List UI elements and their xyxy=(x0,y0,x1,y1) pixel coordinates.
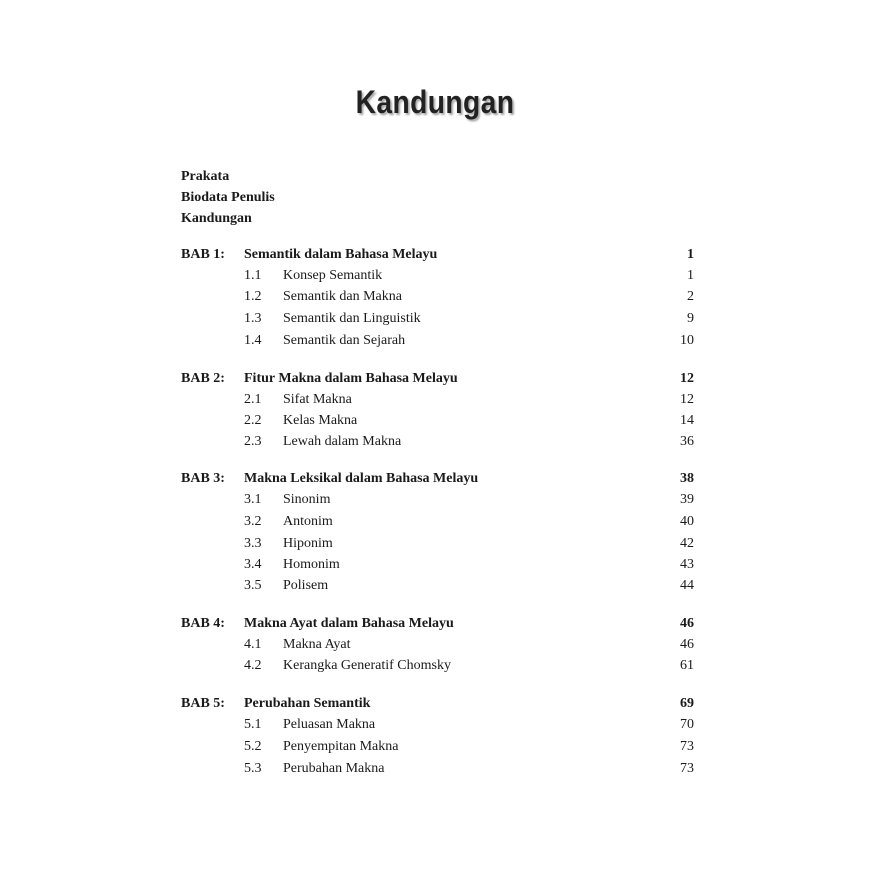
chapter-title: Makna Ayat dalam Bahasa Melayu xyxy=(244,616,454,631)
front-matter-item[interactable]: Biodata Penulis xyxy=(181,190,275,205)
section-title: Semantik dan Sejarah xyxy=(283,333,406,348)
section-page: 1 xyxy=(687,268,694,283)
toc-section[interactable] xyxy=(0,390,870,410)
section-page: 42 xyxy=(680,536,694,551)
page-title: Kandungan xyxy=(355,84,515,120)
toc-section[interactable] xyxy=(0,635,870,655)
section-title: Kelas Makna xyxy=(283,413,358,428)
section-page: 73 xyxy=(680,739,694,754)
section-page: 46 xyxy=(680,637,694,652)
section-title: Hiponim xyxy=(283,536,333,551)
chapter-page: 69 xyxy=(680,696,694,711)
toc-section[interactable] xyxy=(0,432,870,452)
chapter-label: BAB 4: xyxy=(181,616,225,631)
toc-section[interactable] xyxy=(0,576,870,596)
section-number: 1.3 xyxy=(244,311,262,326)
section-page: 40 xyxy=(680,514,694,529)
chapter-label: BAB 5: xyxy=(181,696,225,711)
section-title: Lewah dalam Makna xyxy=(283,434,402,449)
section-page: 44 xyxy=(680,578,694,593)
section-number: 1.2 xyxy=(244,289,262,304)
section-number: 2.3 xyxy=(244,434,262,449)
section-page: 70 xyxy=(680,717,694,732)
section-page: 61 xyxy=(680,658,694,673)
section-title: Penyempitan Makna xyxy=(283,739,399,754)
section-title: Antonim xyxy=(283,514,333,529)
section-number: 2.1 xyxy=(244,392,262,407)
section-number: 4.2 xyxy=(244,658,262,673)
section-title: Kerangka Generatif Chomsky xyxy=(283,658,451,673)
section-title: Polisem xyxy=(283,578,329,593)
section-title: Homonim xyxy=(283,557,340,572)
section-number: 2.2 xyxy=(244,413,262,428)
section-number: 3.3 xyxy=(244,536,262,551)
section-title: Sinonim xyxy=(283,492,331,507)
chapter-label: BAB 3: xyxy=(181,471,225,486)
section-title: Semantik dan Linguistik xyxy=(283,311,421,326)
section-page: 14 xyxy=(680,413,694,428)
section-page: 39 xyxy=(680,492,694,507)
toc-chapter-4[interactable] xyxy=(0,614,870,634)
toc-chapter-2[interactable] xyxy=(0,369,870,389)
toc-section[interactable] xyxy=(0,266,870,286)
section-title: Peluasan Makna xyxy=(283,717,376,732)
chapter-label: BAB 2: xyxy=(181,371,225,386)
section-title: Konsep Semantik xyxy=(283,268,383,283)
chapter-title: Fitur Makna dalam Bahasa Melayu xyxy=(244,371,458,386)
chapter-title: Semantik dalam Bahasa Melayu xyxy=(244,247,438,262)
section-page: 73 xyxy=(680,761,694,776)
section-number: 3.4 xyxy=(244,557,262,572)
toc-section[interactable] xyxy=(0,331,870,351)
toc-section[interactable] xyxy=(0,411,870,431)
toc-chapter-5[interactable] xyxy=(0,694,870,714)
section-title: Sifat Makna xyxy=(283,392,352,407)
section-page: 2 xyxy=(687,289,694,304)
toc-section[interactable] xyxy=(0,656,870,676)
section-page: 12 xyxy=(680,392,694,407)
section-title: Semantik dan Makna xyxy=(283,289,402,304)
section-number: 5.3 xyxy=(244,761,262,776)
section-number: 5.2 xyxy=(244,739,262,754)
chapter-title: Makna Leksikal dalam Bahasa Melayu xyxy=(244,471,479,486)
toc-section[interactable] xyxy=(0,287,870,307)
toc-section[interactable] xyxy=(0,534,870,554)
toc-section[interactable] xyxy=(0,715,870,735)
toc-section[interactable] xyxy=(0,737,870,757)
chapter-page: 46 xyxy=(680,616,694,631)
toc-chapter-1[interactable] xyxy=(0,245,870,265)
section-page: 9 xyxy=(687,311,694,326)
section-number: 3.2 xyxy=(244,514,262,529)
section-page: 10 xyxy=(680,333,694,348)
toc-section[interactable] xyxy=(0,309,870,329)
toc-chapter-3[interactable] xyxy=(0,469,870,489)
toc-section[interactable] xyxy=(0,555,870,575)
section-number: 1.4 xyxy=(244,333,262,348)
section-page: 43 xyxy=(680,557,694,572)
toc-section[interactable] xyxy=(0,759,870,779)
section-number: 3.1 xyxy=(244,492,262,507)
toc-section[interactable] xyxy=(0,512,870,532)
front-matter-item[interactable]: Prakata xyxy=(181,169,230,184)
section-page: 36 xyxy=(680,434,694,449)
section-title: Makna Ayat xyxy=(283,637,351,652)
section-number: 1.1 xyxy=(244,268,262,283)
chapter-title: Perubahan Semantik xyxy=(244,696,371,711)
front-matter-item[interactable]: Kandungan xyxy=(181,211,252,226)
section-title: Perubahan Makna xyxy=(283,761,385,776)
chapter-label: BAB 1: xyxy=(181,247,225,262)
section-number: 3.5 xyxy=(244,578,262,593)
toc-section[interactable] xyxy=(0,490,870,510)
chapter-page: 12 xyxy=(680,371,694,386)
chapter-page: 1 xyxy=(687,247,694,262)
section-number: 5.1 xyxy=(244,717,262,732)
section-number: 4.1 xyxy=(244,637,262,652)
chapter-page: 38 xyxy=(680,471,694,486)
